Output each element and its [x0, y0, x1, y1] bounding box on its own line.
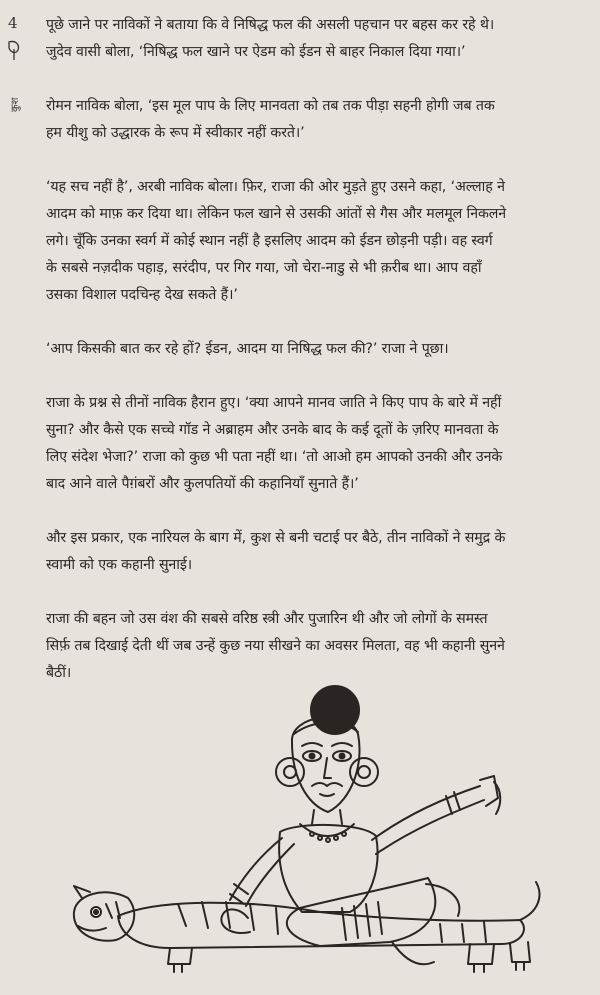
paragraph-5: [46, 390, 586, 498]
line: आदम को माफ़ कर दिया था। लेकिन फल खाने से उसकी आंतों से गैस और मलमूल निकलने: [46, 206, 507, 222]
margin-label: कुश: [10, 97, 21, 112]
line: ‘यह सच नहीं है’, अरबी नाविक बोला। फ़िर, राजा की ओर मुड़ते हुए उसने कहा, ‘अल्लाह ने: [46, 179, 505, 195]
paragraph-6: [46, 525, 586, 579]
line: बाद आने वाले पैग़ंबरों और कुलपतियों की कहानियाँ सुनाते हैं।’: [46, 476, 359, 492]
line: बैठीं।: [46, 665, 72, 681]
line: ‘आप किसकी बात कर रहे हों? ईडन, आदम या निषिद्ध फल की?’ राजा ने पूछा।: [46, 341, 449, 357]
paragraph-2: [46, 93, 586, 147]
line: जुदेव वासी बोला, ‘निषिद्ध फल खाने पर ऐडम को ईडन से बाहर निकाल दिया गया।’: [46, 44, 466, 60]
line: स्वामी को एक कहानी सुनाई।: [46, 557, 193, 573]
paragraph-1: [46, 12, 586, 66]
line: लगे। चूँकि उनका स्वर्ग में कोई स्थान नहीं है इसलिए आदम को ईडन छोड़नी पड़ी। वह स्वर्ग: [46, 233, 493, 249]
body-text: [46, 12, 586, 714]
line: उसका विशाल पदचिन्ह देख सकते हैं।’: [46, 287, 238, 303]
page-number: 4: [8, 14, 18, 32]
line: सिर्फ़ तब दिखाई देती थीं जब उन्हें कुछ नया सीखने का अवसर मिलता, वह भी कहानी सुनने: [46, 638, 505, 654]
line: राजा के प्रश्न से तीनों नाविक हैरान हुए। ‘क्या आपने मानव जाति ने किए पाप के बारे में नहीं: [46, 395, 502, 411]
line: के सबसे नज़दीक पहाड़, सरंदीप, पर गिर गया, जो चेरा-नाडु से भी क़रीब था। आप वहाँ: [46, 260, 482, 276]
paragraph-3: [46, 174, 586, 309]
line: सुना? और कैसे एक सच्चे गॉड ने अब्राहम और उनके बाद के कई दूतों के ज़रिए मानवता के: [46, 422, 499, 438]
woman-on-tiger-illustration: [50, 672, 555, 990]
line: रोमन नाविक बोला, ‘इस मूल पाप के लिए मानवता को तब तक पीड़ा सहनी होगी जब तक: [46, 98, 495, 114]
line: और इस प्रकार, एक नारियल के बाग में, कुश से बनी चटाई पर बैठे, तीन नाविकों ने समुद्र के: [46, 530, 506, 546]
margin-leaf-icon: [6, 38, 22, 116]
line: लिए संदेश भेजा?’ राजा को कुछ भी पता नहीं था। ‘तो आओ हम आपको उनकी और उनके: [46, 449, 503, 465]
line: हम यीशु को उद्धारक के रूप में स्वीकार नहीं करते।’: [46, 125, 305, 141]
line: राजा की बहन जो उस वंश की सबसे वरिष्ठ स्त्री और पुजारिन थी और जो लोगों के समस्त: [46, 611, 488, 627]
paragraph-4: [46, 336, 586, 363]
line: पूछे जाने पर नाविकों ने बताया कि वे निषिद्ध फल की असली पहचान पर बहस कर रहे थे।: [46, 17, 495, 33]
